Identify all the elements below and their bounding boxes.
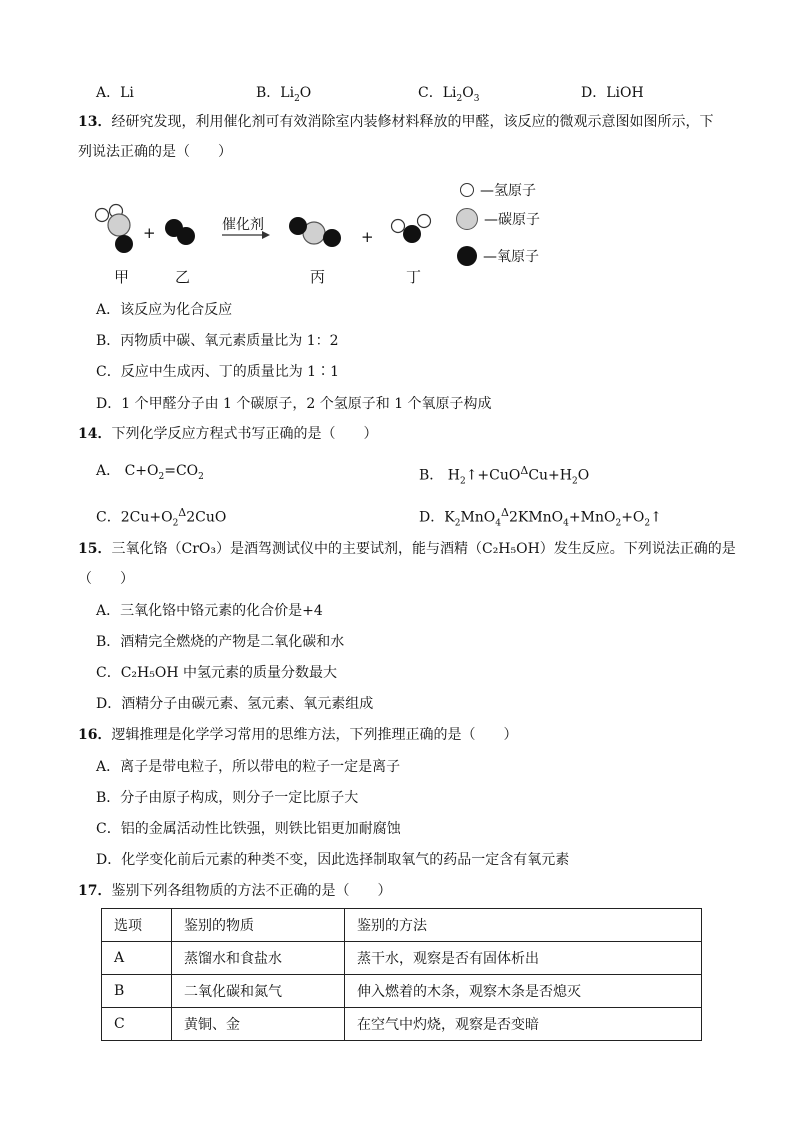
o-atom [177, 227, 195, 245]
q17-stem: 17．鉴别下列各组物质的方法不正确的是（ ） [78, 883, 392, 899]
atom-legend [455, 176, 575, 276]
q13-option-d: D．1 个甲醛分子由 1 个碳原子，2 个氢原子和 1 个氧原子构成 [96, 396, 492, 412]
q12-option-b: B．$Li_2O$ [256, 85, 312, 104]
q12-option-a: A．Li [96, 85, 134, 101]
legend-carbon: —碳原子 [456, 208, 540, 230]
carbon-atom-icon [456, 208, 478, 230]
q15-option-b: B．酒精完全燃烧的产物是二氧化碳和水 [96, 634, 345, 650]
o-atom [289, 217, 307, 235]
q14-option-d: D．$K_2MnO_4^\Delta 2KMnO_4+MnO_2+O_2↑$ [419, 506, 662, 529]
cell-option: A [102, 942, 172, 975]
header-method: 鉴别的方法 [345, 909, 702, 942]
label-bing: 丙 [310, 268, 326, 286]
q16-option-a: A．离子是带电粒子，所以带电的粒子一定是离子 [96, 759, 401, 775]
label-yi: 乙 [175, 268, 191, 286]
cell-method: 在空气中灼烧，观察是否变暗 [345, 1008, 702, 1041]
h-atom [392, 220, 405, 233]
cell-method: 蒸干水，观察是否有固体析出 [345, 942, 702, 975]
table-row [102, 1008, 702, 1041]
q16-option-d: D．化学变化前后元素的种类不变，因此选择制取氧气的药品一定含有氧元素 [96, 852, 570, 868]
cell-substances: 黄铜、金 [172, 1008, 345, 1041]
cell-option: C [102, 1008, 172, 1041]
o-atom [115, 235, 133, 253]
q12-option-d: D．LiOH [581, 85, 644, 101]
table-row [102, 942, 702, 975]
q15-option-a: A．三氧化铬中铬元素的化合价是+4 [96, 603, 323, 619]
catalyst-label: 催化剂 [222, 217, 264, 233]
q13-option-c: C．反应中生成丙、丁的质量比为 1∶1 [96, 364, 339, 380]
label-ding: 丁 [406, 268, 422, 286]
table-row [102, 975, 702, 1008]
cell-method: 伸入燃着的木条，观察木条是否熄灭 [345, 975, 702, 1008]
o-atom [403, 225, 421, 243]
q15-stem-line2: （ ） [78, 571, 134, 587]
h-atom [418, 215, 431, 228]
q14-stem: 14．下列化学反应方程式书写正确的是（ ） [78, 426, 378, 442]
q13-stem: 13．经研究发现，利用催化剂可有效消除室内装修材料释放的甲醛，该反应的微观示意图如图所示，下 [78, 114, 714, 130]
header-substances: 鉴别的物质 [172, 909, 345, 942]
q13-option-b: B．丙物质中碳、氧元素质量比为 1：2 [96, 333, 339, 349]
q14-option-c: C．$2Cu+O_2^\Delta 2CuO$ [96, 506, 227, 529]
header-option: 选项 [102, 909, 172, 942]
q16-option-c: C．铝的金属活动性比铁强，则铁比铝更加耐腐蚀 [96, 821, 401, 837]
c-atom [108, 214, 130, 236]
q16-stem: 16．逻辑推理是化学学习常用的思维方法，下列推理正确的是（ ） [78, 727, 518, 743]
legend-oxygen: —氧原子 [457, 246, 539, 266]
q14-option-a: A． $C+O_2=CO_2$ [96, 463, 204, 482]
hydrogen-atom-icon [460, 183, 474, 197]
q15-option-d: D．酒精分子由碳元素、氢元素、氧元素组成 [96, 696, 374, 712]
plus-sign-1: + [143, 224, 156, 242]
cell-option: B [102, 975, 172, 1008]
oxygen-atom-icon [457, 246, 477, 266]
q16-option-b: B．分子由原子构成，则分子一定比原子大 [96, 790, 359, 806]
cell-substances: 蒸馏水和食盐水 [172, 942, 345, 975]
h-atom [96, 209, 109, 222]
q15-option-c: C．C₂H₅OH 中氢元素的质量分数最大 [96, 665, 337, 681]
legend-hydrogen: —氢原子 [460, 180, 536, 200]
q13-option-a: A．该反应为化合反应 [96, 302, 233, 318]
cell-substances: 二氧化碳和氮气 [172, 975, 345, 1008]
q13-stem-line2: 列说法正确的是（ ） [78, 144, 232, 160]
plus-sign-2: + [361, 228, 374, 246]
q15-stem: 15．三氧化铬（CrO₃）是酒驾测试仪中的主要试剂，能与酒精（C₂H₅OH）发生反应。下列说法正确的是 [78, 541, 736, 557]
table-header-row [102, 909, 702, 942]
identification-table [101, 908, 702, 1041]
label-jia: 甲 [114, 268, 130, 286]
o-atom [323, 229, 341, 247]
q12-option-c: C．$Li_2O_3$ [418, 85, 480, 104]
q14-option-b: B． $H_2↑+CuO^\Delta Cu+H_2O$ [419, 464, 590, 487]
